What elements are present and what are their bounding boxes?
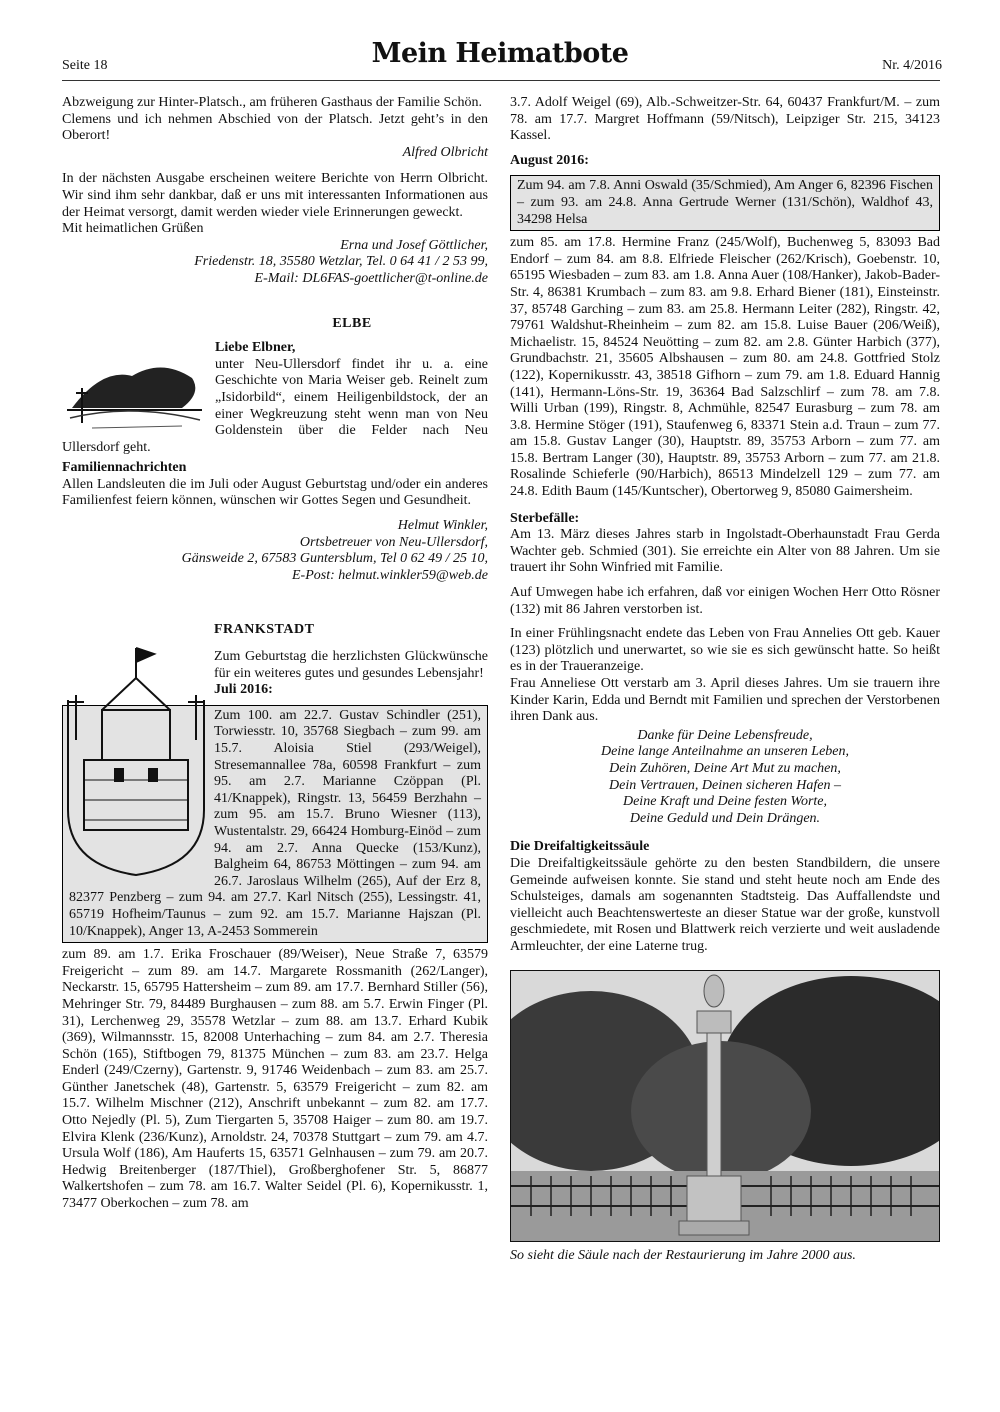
death-notice-3: In einer Frühlingsnacht endete das Leben von Frau Annelies Ott geb. Kauer (123) plötzlich und unerwartet, so wie sie es sich gewünscht hatte. So heißt es in der Traueranzeige. xyxy=(510,626,940,675)
august-highlight-text: Zum 94. am 7.8. Anni Oswald (35/Schmied), Am Anger 6, 82396 Fischen – zum 93. am 24.8. Anna Gertrude Werner (131/Schön), Waldhof 43, 34298 Helsa xyxy=(517,178,933,227)
frankstadt-section xyxy=(62,622,488,943)
next-issue-note: In der nächsten Ausgabe erscheinen weitere Berichte von Herrn Olbricht. Wir sind ihm sehr dankbar, daß er uns mit interessanten Informationen aus der Heimat versorgt, damit werden wieder viele Erinnerungen geweckt. xyxy=(62,171,488,220)
left-column xyxy=(62,95,488,1213)
poem-line: Dein Vertrauen, Deinen sicheren Hafen – xyxy=(609,777,841,793)
death-notice-4: Frau Anneliese Ott verstarb am 3. April dieses Jahres. Um sie trauern ihre Kinder Karin, Edda und Berndt mit Familien und sprechen der Verstorbenen ihren Dank aus. xyxy=(510,676,940,725)
issue-number: Nr. 4/2016 xyxy=(882,58,942,73)
elbe-heading-wrap xyxy=(62,316,488,333)
trinity-column-photo-image xyxy=(511,971,939,1241)
august-birthday-list: zum 85. am 17.8. Hermine Franz (245/Wolf), Buchenweg 5, 83093 Bad Endorf – zum 84. am 8.8. Elfriede Fleischer (262/Krisch), Goebenstr. 10, 65195 Wiesbaden – zum 83. am 1.8. Anna Auer (108/Hanker), Jakob-Bader-Str. 4, 86381 Krumbach – zum 83. am 9.8. Erhard Biener (181), Einsteinstr. 37, 85748 Garching – zum 83. am 25.8. Hermann Leiter (282), Ringstr. 42, 79761 Waldshut-Rheinheim – zum 82. am 15.8. Luise Bauer (206/Weiß), Michaelistr. 15, 84524 Neuötting – zum 82. am 2.8. Günter Harbich (377), Grundbachstr. 21, 35605 Albshausen – zum 80. am 24.8. Gottfried Stolz (122), Kopernikusstr. 43, 38518 Gifhorn – zum 79. am 1.8. Eduard Hannig (141), Hermann-Löns-Str. 19, 36364 Bad Salzschlirf – zum 78. am 7.8. Willi Urban (199), Ringstr. 8, Achmühle, 82547 Eurasburg – zum 78. am 3.8. Hermine Stöger (191), Staufenweg 6, 83371 Stein a.d. Traun – zum 77. am 15.8. Gustav Langer (30), Hauptstr. 89, 35753 Arborn – zum 77. am 15.8. Bertram Langer (30), Hauptstr. 89, 35753 Arborn – zum 77. am 21.8. Rosalinde Schieferle (90/Harbich), 86513 Mindelzell 129 – zum 77. am 24.8. Edith Baum (145/Kuntscher), Obertorweg 9, 85080 Gaimersheim. xyxy=(510,235,940,500)
family-news-title: Familiennachrichten xyxy=(62,460,187,476)
august-highlight-box xyxy=(510,175,940,231)
frankstadt-title: FRANKSTADT xyxy=(214,622,315,638)
trinity-column-text: Die Dreifaltigkeitssäule gehörte zu den besten Standbildern, die unsere Gemeinde aufweisen konnte. Sie stand und steht heute noch am Ende des Schulsteiges, damals am sogenannten Stadtsteig. Das Auffallendste und vielleicht auch Beachtenswerteste an dieser Statue war der große, kunstvoll geschmiedete, mit Rosen und Blattwerk reich verzierte und weit ausladende Armleuchter, der eine Laterne trug. xyxy=(510,855,940,954)
deaths-heading: Sterbefälle: xyxy=(510,510,580,526)
poem-line: Deine Kraft und Deine festen Worte, xyxy=(622,794,827,810)
death-notice-2: Auf Umwegen habe ich erfahren, daß vor einigen Wochen Herr Otto Rösner (132) mit 86 Jahren verstorben ist. xyxy=(510,585,940,617)
right-column xyxy=(510,95,940,1264)
masthead-title: Mein Heimatbote xyxy=(371,38,629,69)
july-birthday-list: zum 89. am 1.7. Erika Froschauer (89/Weiser), Neue Straße 7, 63579 Freigericht – zum 89. am 14.7. Margarete Rossmanith (262/Langer), Neckarstr. 15, 65795 Hattersheim – zum 89. am 17.7. Bernhard Stiller (56), Mehringer Str. 79, 84489 Burghausen – zum 88. am 5.7. Erwin Finger (Pl. 31), Lerchenweg 29, 35578 Wetzlar – zum 88. am 13.7. Erhard Kubik (369), Wilmannsstr. 15, 82008 Unterhaching – zum 84. am 2.7. Theresia Schön (165), Stiftbogen 79, 81375 München – zum 83. am 23.7. Helga Enderl (249/Czerny), Gartenstr. 9, 91746 Weidenbach – zum 83. am 25.7. Günther Janetschek (48), Gartenstr. 5, 63579 Freigericht – zum 82. am 15.7. Wilhelm Mischner (212), Anschrift unbekannt – zum 82. am 17.7. Otto Nejedly (Pl. 5), Zum Tiergarten 5, 35708 Haiger – zum 80. am 19.7. Elvira Klenk (236/Kunz), Arnoldstr. 24, 70378 Stuttgart – zum 79. am 4.7. Ursula Wolf (186), Am Hauferts 15, 63571 Gelnhausen – zum 79. am 20.7. Hedwig Breitenberger (187/Thiel), Großberghofener Str. 5, 86877 Walkertshofen – zum 78. am 16.7. Walter Seidel (Pl. 6), Kopernikusstr. 1, 73477 Oberkochen – zum 78. am xyxy=(62,947,488,1212)
trinity-column-photo xyxy=(510,970,940,1242)
photo-caption: So sieht die Säule nach der Restaurierung im Jahre 2000 aus. xyxy=(510,1247,856,1263)
greeting: Mit heimatlichen Grüßen xyxy=(62,221,204,237)
july-heading: Juli 2016: xyxy=(214,682,273,698)
memorial-poem xyxy=(510,728,940,828)
elbe-title: ELBE xyxy=(332,315,372,331)
elbe-salutation: Liebe Elbner, xyxy=(215,340,296,356)
poem-line: Deine Geduld und Dein Drängen. xyxy=(629,810,821,826)
family-signature-address: Gänsweide 2, 67583 Guntersblum, Tel 0 62 49 / 25 10, xyxy=(181,551,488,567)
family-news-text: Allen Landsleuten die im Juli oder August Geburtstag und/oder ein anderes Familienfest feiern können, wünschen wir Gottes Segen und Gesundheit. xyxy=(62,476,488,509)
greeting-signature-name: Erna und Josef Göttlicher, xyxy=(340,237,488,253)
page-number: Seite 18 xyxy=(62,58,108,73)
frankstadt-coat-of-arms-icon xyxy=(62,640,210,880)
elbe-text: unter Neu-Ullersdorf findet ihr u. a. eine Geschichte von Maria Weiser geb. Reinelt zum „Isidorbild“, einem Heiligenbildstock, der an einer Wegkreuzung steht wenn man von Neu Goldenstein über die Felder nach Neu Ullersdorf geht. xyxy=(62,356,488,455)
death-notice-1: Am 13. März dieses Jahres starb in Ingolstadt-Oberhaunstadt Frau Gerda Wachter geb. Schmied (301). Sie erreichte ein Alter von 88 Jahren. Um sie trauert ihr Sohn Winfried mit Familie. xyxy=(510,527,940,576)
landscape-sketch-icon xyxy=(62,348,207,438)
july-highlight-text: Zum 100. am 22.7. Gustav Schindler (251), Torwiesstr. 10, 35768 Siegbach – zum 99. am 15.7. Aloisia Stiel (293/Weigel), Stresemannallee 78a, 60598 Frankfurt – zum 95. am 2.7. Marianne Czöppan (Pl. 41/Knappek), Ringstr. 13, 56459 Berzhahn – zum 95. am 15.7. Bruno Wiesner (113), Wustentalstr. 29, 66424 Homburg-Einöd – zum 94. am 2.7. Anna Quecke (153/Kunz), Balgheim 64, 86753 Möttingen – zum 94. am 26.7. Jaroslaus Wilhelm (265), Auf der Erz 8, 82377 Penzberg – zum 94. am 27.7. Karl Nitsch (255), Lessingstr. 41, 65719 Hofheim/Taunus – zum 92. am 15.7. Marianne Hajszan (Pl. 10/Knappek), Anger 13, A-2453 Sommerein xyxy=(69,707,481,939)
family-signature-name: Helmut Winkler, xyxy=(397,518,488,534)
poem-line: Deine lange Anteilnahme an unseren Leben, xyxy=(600,744,850,760)
trinity-column-heading: Die Dreifaltigkeitssäule xyxy=(510,839,650,855)
august-heading: August 2016: xyxy=(510,152,589,168)
greeting-signature-email: E-Mail: DL6FAS-goettlicher@t-online.de xyxy=(254,270,488,286)
intro-paragraph-1: Abzweigung zur Hinter-Platsch., am früheren Gasthaus der Familie Schön. xyxy=(62,95,482,110)
intro-paragraph-2: Clemens und ich nehmen Abschied von der Platsch. Jetzt geht’s in den Oberort! xyxy=(62,111,488,144)
poem-line: Danke für Deine Lebensfreude, xyxy=(637,727,813,743)
intro-signature: Alfred Olbricht xyxy=(402,144,488,160)
poem-line: Dein Zuhören, Deine Art Mut zu machen, xyxy=(609,760,841,776)
greeting-signature-address: Friedenstr. 18, 35580 Wetzlar, Tel. 0 64 41 / 2 53 99, xyxy=(194,254,488,270)
elbe-section xyxy=(62,340,488,456)
family-signature-email: E-Post: helmut.winkler59@web.de xyxy=(291,567,488,583)
family-signature-role: Ortsbetreuer von Neu-Ullersdorf, xyxy=(299,534,488,550)
header-rule xyxy=(62,80,940,81)
july-list-continued: 3.7. Adolf Weigel (69), Alb.-Schweitzer-Str. 64, 60437 Frankfurt/M. – zum 78. am 17.7. Margret Hoffmann (59/Nitsch), Leipziger Str. 215, 34123 Kassel. xyxy=(510,95,940,144)
frankstadt-greeting: Zum Geburtstag die herzlichsten Glückwünsche für ein weiteres gutes und gesundes Lebensjahr! xyxy=(214,649,488,681)
